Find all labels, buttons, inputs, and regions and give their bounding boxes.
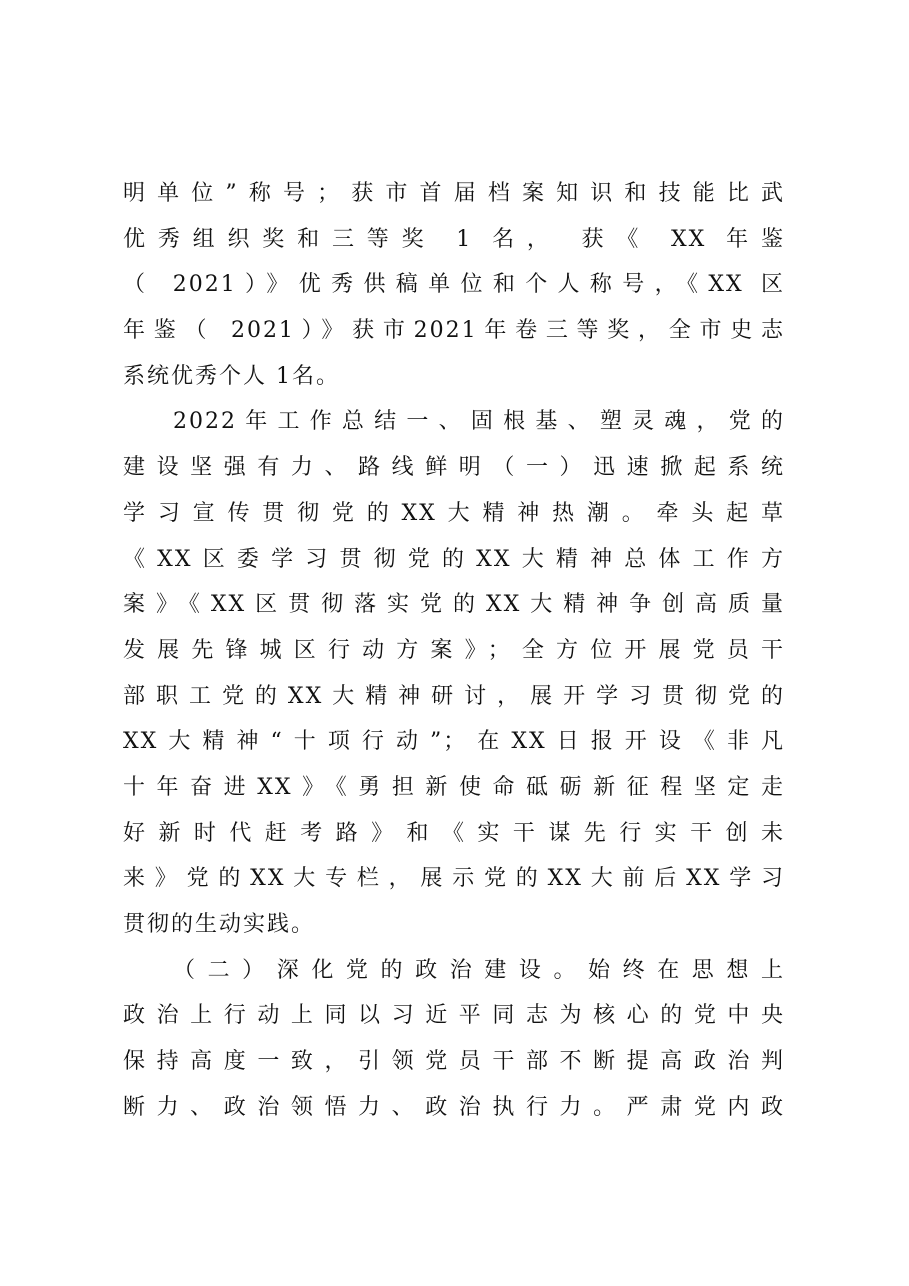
text-line: （二）深化党的政治建设。始终在思想上	[173, 957, 785, 983]
paragraph-2	[123, 399, 785, 947]
text-line: 政治上行动上同以习近平同志为核心的党中央	[123, 1003, 785, 1029]
text-line: 贯彻的生动实践。	[123, 912, 316, 937]
text-line: 优秀组织奖和三等奖 1 名， 获《 XX 年鉴	[123, 226, 785, 252]
text-line: XX大精神“十项行动”；在XX日报开设《非凡	[123, 729, 785, 755]
text-line: 建设坚强有力、路线鲜明（一）迅速掀起系统	[123, 455, 785, 481]
text-line: 部职工党的XX大精神研讨，展开学习贯彻党的	[123, 683, 785, 709]
text-line: 保持高度一致，引领党员干部不断提高政治判	[123, 1049, 785, 1075]
text-line: 系统优秀个人 1名。	[123, 363, 340, 389]
text-line: 学习宣传贯彻党的XX大精神热潮。牵头起草	[123, 500, 785, 526]
text-line: （ 2021）》优秀供稿单位和个人称号，《XX 区	[123, 272, 785, 298]
text-line: 好新时代赶考路》和《实干谋先行实干创未	[123, 820, 785, 846]
text-line: 断力、政治领悟力、政治执行力。严肃党内政	[123, 1094, 785, 1120]
text-line: 年鉴（ 2021）》获市2021年卷三等奖，全市史志	[123, 318, 785, 344]
text-line: 发展先锋城区行动方案》；全方位开展党员干	[123, 637, 785, 663]
text-line: 2022年工作总结一、固根基、塑灵魂，党的	[173, 409, 785, 435]
text-line: 明单位”称号；获市首届档案知识和技能比武	[123, 181, 785, 206]
text-line: 《XX区委学习贯彻党的XX大精神总体工作方	[123, 546, 785, 572]
paragraph-3	[123, 948, 785, 1131]
text-line: 来》党的XX大专栏，展示党的XX大前后XX学习	[123, 866, 785, 892]
text-line: 十年奋进XX》《勇担新使命砥砺新征程坚定走	[123, 774, 785, 800]
body-text	[123, 171, 785, 1130]
paragraph-1	[123, 171, 785, 399]
text-line: 案》《XX区贯彻落实党的XX大精神争创高质量	[123, 592, 785, 618]
